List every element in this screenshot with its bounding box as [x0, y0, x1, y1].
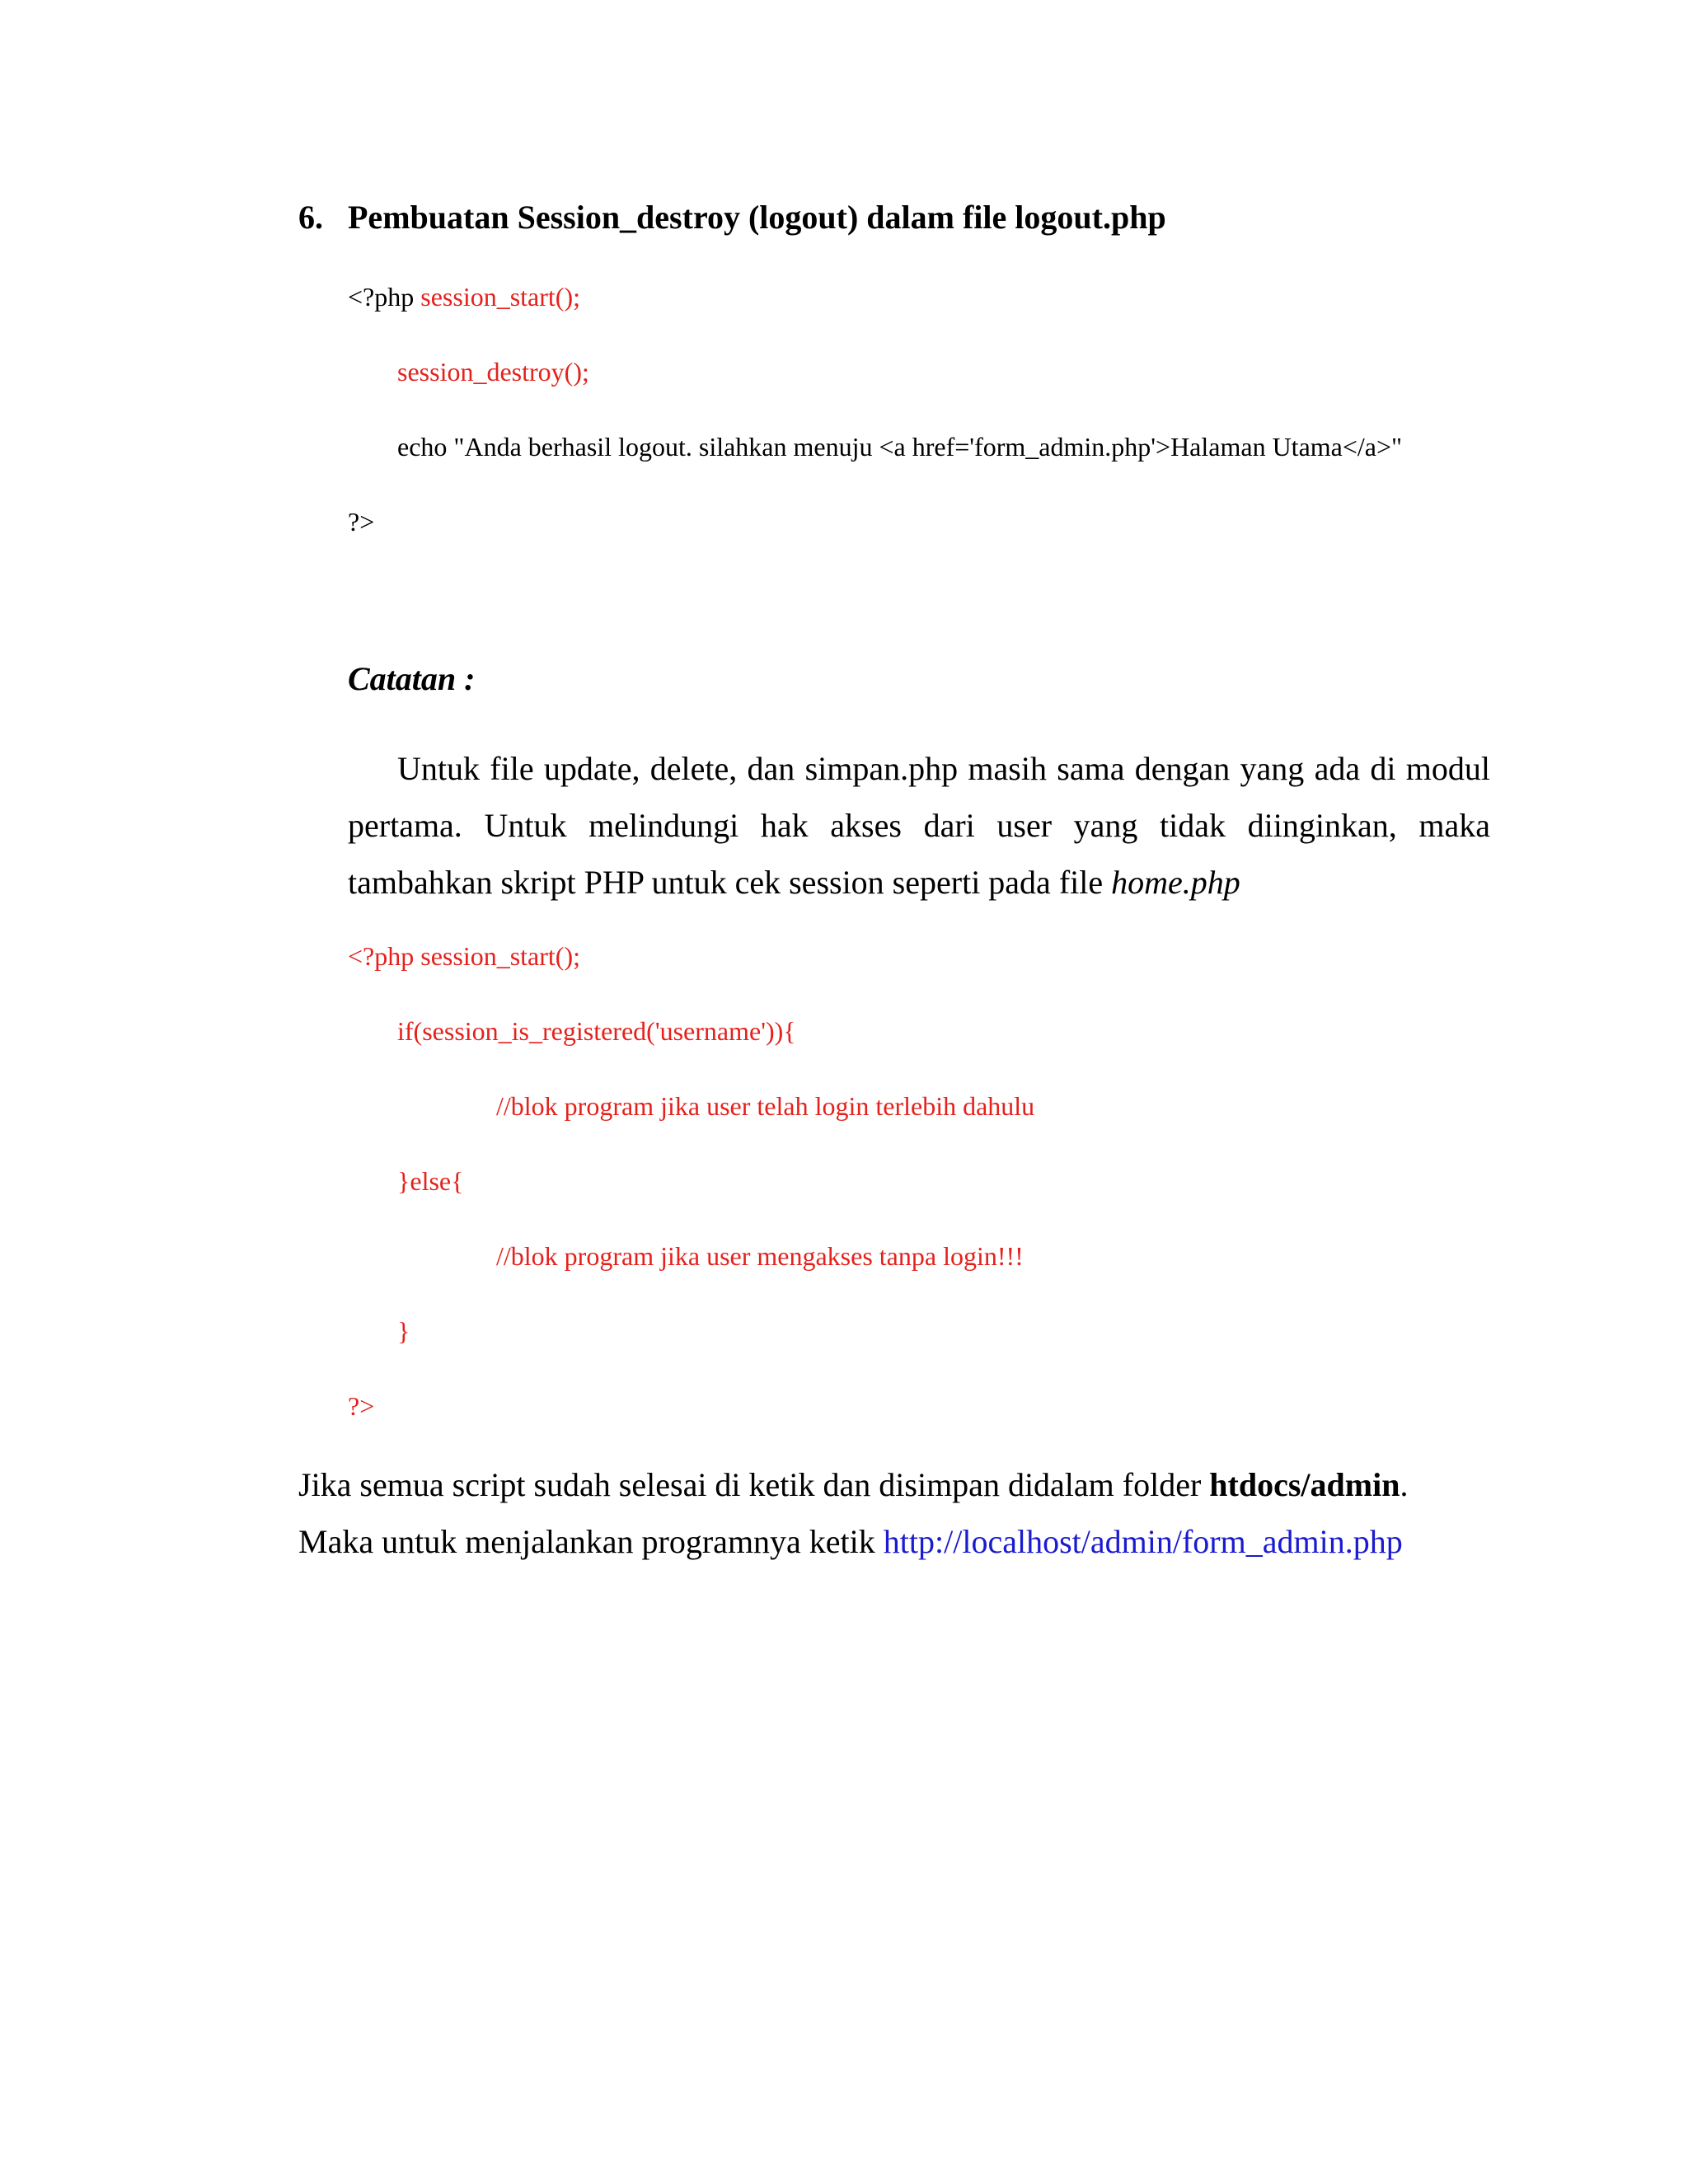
- logout-code-line-2: session_destroy();: [397, 357, 589, 387]
- logout-code-line-1: [348, 282, 580, 312]
- logout-code-line-3: echo "Anda berhasil logout. silahkan menuju <a href='form_admin.php'>Halaman Utama</a>": [397, 432, 1403, 462]
- closing-line-1: [298, 1465, 1408, 1504]
- closing-line-1-text: Jika semua script sudah selesai di ketik dan disimpan didalam folder: [298, 1466, 1210, 1503]
- closing-line-2-text: Maka untuk menjalankan programnya ketik: [298, 1523, 884, 1560]
- section-heading: [298, 198, 1166, 237]
- logout-code-line-4: ?>: [348, 507, 375, 537]
- session-code-line-1: <?php session_start();: [348, 941, 580, 971]
- session-code-line-6: }: [397, 1316, 410, 1346]
- note-paragraph-text: Untuk file update, delete, dan simpan.php masih sama dengan yang ada di modul pertama. Untuk melindungi hak akses dari user yang tidak diinginkan, maka tambahkan skript PHP untuk cek session seperti pada file: [348, 750, 1490, 901]
- note-paragraph-file: home.php: [1111, 864, 1240, 901]
- section-title: Pembuatan Session_destroy (logout) dalam file logout.php: [348, 199, 1166, 236]
- section-number: 6.: [298, 199, 323, 236]
- session-code-line-5: //blok program jika user mengakses tanpa login!!!: [496, 1241, 1024, 1271]
- closing-line-1-end: .: [1400, 1466, 1409, 1503]
- note-paragraph: [348, 740, 1490, 911]
- session-code-line-3: //blok program jika user telah login terlebih dahulu: [496, 1091, 1035, 1121]
- session-code-line-2: if(session_is_registered('username')){: [397, 1016, 796, 1046]
- closing-line-2: [298, 1522, 1403, 1561]
- note-title: Catatan :: [348, 660, 476, 697]
- session-start-call: session_start();: [420, 282, 580, 312]
- php-open-tag: <?php: [348, 282, 421, 312]
- localhost-link[interactable]: http://localhost/admin/form_admin.php: [883, 1523, 1403, 1560]
- session-code-line-4: }else{: [397, 1166, 464, 1196]
- session-code-line-7: ?>: [348, 1391, 375, 1421]
- folder-name: htdocs/admin: [1209, 1466, 1400, 1503]
